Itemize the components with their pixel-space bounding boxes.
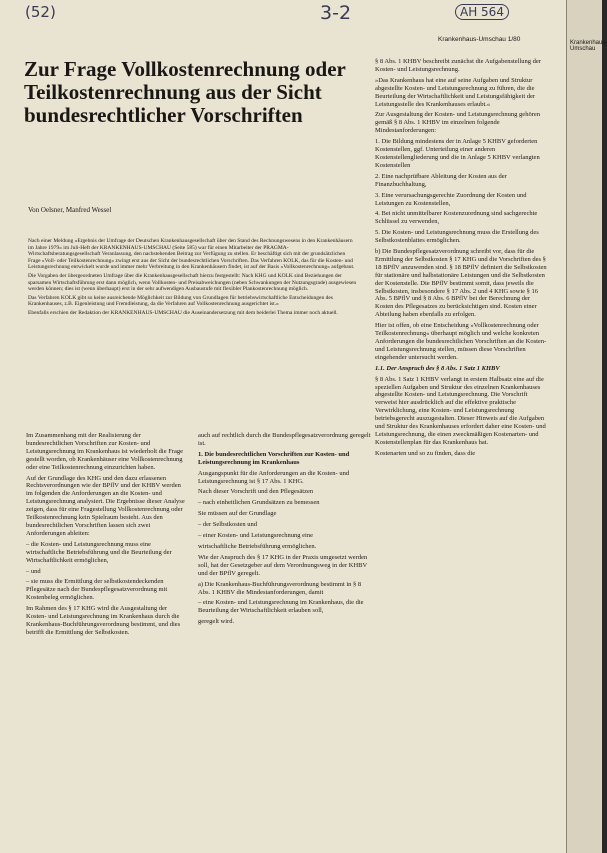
list-item: 3. Eine verursachungsgerechte Zuordnung der Kosten und Leistungen zu Kostenstellen,: [375, 191, 527, 207]
paragraph: Im Zusammenhang mit der Realisierung der bundesrechtlichen Vorschriften zur Kosten- und Leistungsrechnung im Krankenhaus ist wiederholt die Frage gestellt worden, ob Krankenhäuser eine Vollkostenrechnung oder eine Teilkostenrechnung einzurichten haben.: [26, 432, 184, 471]
handwritten-number-left: (52): [25, 3, 56, 21]
list-item: – nach einheitlichen Grundsätzen zu bemessen: [198, 499, 320, 507]
article-abstract: [28, 238, 358, 319]
text-column-left: [26, 432, 188, 640]
abstract-paragraph: Nach einer Meldung »Ergebnis der Umfrage der Deutschen Krankenhausgesellschaft über den Stand des Rechnungswesens in den Krankenhäusern im Jahre 1979« im Juli-Heft der KRANKENHAUS-UMSCHAU (Seite 585) war für einen Mitarbeiter der PRAGMA-Wirtschaftsberatungsgesellschaft Veranlassung, den nachstehenden Beitrag zur Verfügung zu stellen. Er beschäftigt sich mit der grundsätzlichen Frage »Voll- oder Teilkostenrechnung« zwingt erst aus der Sicht der bundesrechtlichen Vorschriften. Das Verfahren KOLK, das für die Kosten- und Leistungsrechnung entwickelt wurde und immer mehr Verbreitung in den Krankenhäusern findet, ist auf der Basis »Vollkostenrechnung« aufgebaut.: [28, 238, 355, 271]
abstract-paragraph: Die Vorgaben der übergeordneten Umfrage über die Krankenhausgesellschaft hierzu festgestellt: Nach KHG und KOLK sind Beziehungen der sparsamen Wirtschaftsführung erst dann möglich, wenn Vollkosten- und Preisabweichungen (neben Schwankungen der Nutzungsgrade) ausgewiesen werden können; dies ist (wenn überhaupt) erst in der sehr aufwendigen Ausbaustufe mit flexibler Plankostenrechnung möglich.: [28, 272, 357, 293]
paragraph: b) Die Bundespflegesatzverordnung schreibt vor, dass für die Ermittlung der Selbstkosten § 17 KHG und die Vorschriften des § 18 BPflV anzuwenden sind. § 18 BPflV definiert die Selbstkosten für stationäre und halbstationäre Leistungen und die Selbstkosten der Kostenstelle. Die BPflV bestimmt somit, dass jeweils die Selbstkosten, insbesondere § 17 Abs. 2 und 4 KHG sowie § 16 Abs. 5 BPflV und § 8 Abs. 6 BPflV bei der Berechnung der Kosten des Pflegesatzes zu berücksichtigen sind. Kosten einer Abteilung haben ebenfalls zu erfolgen.: [375, 248, 547, 319]
list-item: geregelt wird.: [198, 618, 235, 626]
paragraph: »Das Krankenhaus hat eine auf seine Aufgaben und Struktur abgestellte Kosten- und Leistungsrechnung zu führen, die die Beurteilung der Wirtschaftlichkeit und Leistungsfähigkeit der Leistungsstelle des Krankenhauses erlaubt.«: [375, 76, 536, 108]
handwritten-number-middle: 3-2: [320, 2, 352, 24]
list-item: Sie müssen auf der Grundlage: [198, 510, 277, 518]
paragraph: Nach dieser Vorschrift und den Pflegesätzen: [198, 488, 314, 496]
paragraph: Auf der Grundlage des KHG und den dazu erlassenen Rechtsverordnungen wie der BPflV und der KHBV werden im folgenden die Anforderungen an die Kosten- und Leistungsrechnung analysiert. Die Ergebnisse dieser Analyse zeigen, dass für eine Fragestellung Vollkostenrechnung oder Teilkostenrechnung kein Spielraum besteht. Aus den bundesrechtlichen Vorschriften lassen sich zwei Anforderungen ableiten:: [26, 474, 185, 537]
list-item: 2. Eine nachprüfbare Ableitung der Kosten aus der Finanzbuchhaltung,: [375, 172, 507, 188]
abstract-paragraph: Ebenfalls erschien der Redaktion der KRANKENHAUS-UMSCHAU die Auseinandersetzung mit dem beiderlei Thema immer noch aktuell.: [28, 309, 338, 316]
paragraph: Hier ist offen, ob eine Entscheidung »Vollkostenrechnung oder Teilkostenrechnung« überhaupt möglich und welche konkreten Anforderungen die bundesrechtlichen Vorschriften an die Kosten- und Leistungsrechnung stellen, müssen diese Vorschriften eingehender untersucht werden.: [375, 322, 547, 361]
paragraph: Kostenarten und so zu finden, dass die: [375, 449, 476, 457]
paragraph: § 8 Abs. 1 KHBV beschreibt zunächst die Aufgabenstellung der Kosten- und Leistungsrechnung.: [375, 58, 541, 73]
adjacent-page-header: Krankenhaus-Umschau: [570, 40, 607, 52]
list-item: 4. Bei nicht unmittelbarer Kostenzuordnung sind sachgerechte Schlüssel zu verwenden,: [375, 210, 538, 226]
paragraph: Ausgangspunkt für die Anforderungen an die Kosten- und Leistungsrechnung ist § 17 Abs. 1 KHG.: [198, 469, 350, 485]
paragraph: Wie der Anspruch des § 17 KHG in der Praxis umgesetzt werden soll, hat der Gesetzgeber auf dem Verordnungsweg in der KHBV und der BPflV geregelt.: [198, 553, 368, 577]
list-item: 5. Die Kosten- und Leistungsrechnung muss die Erstellung des Selbstkostenblattes ermöglichen.: [375, 229, 539, 245]
list-item: 1. Die Bildung mindestens der in Anlage 5 KHBV geforderten Kostenstellen, ggf. Unterteilung einer anderen Kostenstellengliederung und die in Anlage 5 KHBV verlangten Kostenstellen: [375, 138, 540, 169]
list-item: – sie muss die Ermittlung der selbstkostendeckenden Pflegesätze nach der Bundespflegesatzverordnung mit Kostenbeleg ermöglichen.: [26, 578, 168, 602]
paragraph: Im Rahmen des § 17 KHG wird die Ausgestaltung der Kosten- und Leistungsrechnung im Krankenhaus durch die Krankenhaus-Buchführungsverordnung bestimmt, und dies betrifft die Ermittlung der Selbstkosten.: [26, 605, 181, 636]
subsection-heading: 1.1. Der Anspruch des § 8 Abs. 1 Satz 1 KHBV: [375, 364, 500, 372]
list-item: – und: [26, 567, 41, 575]
abstract-paragraph: Das Verfahren KOLK gibt so keine ausreichende Möglichkeit zur Bildung von Grundlagen für betriebswirtschaftliche Entscheidungen des Krankenhauses, z.B. Eigenleistung und Fremdleistung, da die Verfahren auf Vollkostenrechnung ausgerichtet ist.«: [28, 294, 333, 308]
section-heading: 1. Die bundesrechtlichen Vorschriften zur Kosten- und Leistungsrechnung im Krankenhaus: [198, 450, 350, 466]
text-column-right: [375, 58, 550, 461]
journal-header: Krankenhaus-Umschau 1/80: [438, 36, 521, 43]
text-column-middle: [198, 432, 373, 629]
paragraph: a) Die Krankenhaus-Buchführungsverordnung bestimmt in § 8 Abs. 1 KHBV die Mindestanforderungen, damit: [198, 580, 362, 596]
article-author: Von Oelsner, Manfred Wessel: [28, 206, 112, 214]
list-item: wirtschaftliche Betriebsführung ermöglichen.: [198, 542, 317, 550]
list-item: – die Kosten- und Leistungsrechnung muss eine wirtschaftliche Betriebsführung und die Beurteilung der Wirtschaftlichkeit ermöglichen,: [26, 540, 172, 564]
paragraph: auch auf rechtlich durch die Bundespflegesatzverordnung geregelt ist.: [198, 432, 371, 447]
article-title: Zur Frage Vollkostenrechnung oder Teilkostenrechnung aus der Sicht bundesrechtlicher Vorschriften: [24, 57, 346, 127]
list-item: – der Selbstkosten und: [198, 521, 258, 529]
list-item: – einer Kosten- und Leistungsrechnung eine: [198, 532, 313, 540]
adjacent-page-edge: [566, 0, 602, 853]
list-item: – eine Kosten- und Leistungsrechnung im Krankenhaus, die die Beurteilung der Wirtschaftlichkeit erlauben soll,: [198, 599, 364, 615]
paragraph: Zur Ausgestaltung der Kosten- und Leistungsrechnung gehören gemäß § 8 Abs. 1 KHBV im einzelnen folgende Mindestanforderungen:: [375, 111, 540, 135]
paragraph: § 8 Abs. 1 Satz 1 KHBV verlangt in erstem Halbsatz eine auf die speziellen Aufgaben und Struktur des einzelnen Krankenhauses abgestellte Kosten- und Leistungsrechnung. Die Vorschrift verweist hier ausdrücklich auf die effektive praktische Verwirklichung, eine Kosten- und Leistungsrechnung betriebsgerecht auszugestalten. Dieser Hinweis auf die Aufgaben und Struktur des Krankenhauses erfordert daher eine Kosten- und Leistungsrechnung, die einen zweckmäßigen Kostenarten- und Kostenstellenplan für das Krankenhaus hat.: [375, 375, 546, 446]
handwritten-stamp-right: AH 564: [455, 4, 509, 20]
